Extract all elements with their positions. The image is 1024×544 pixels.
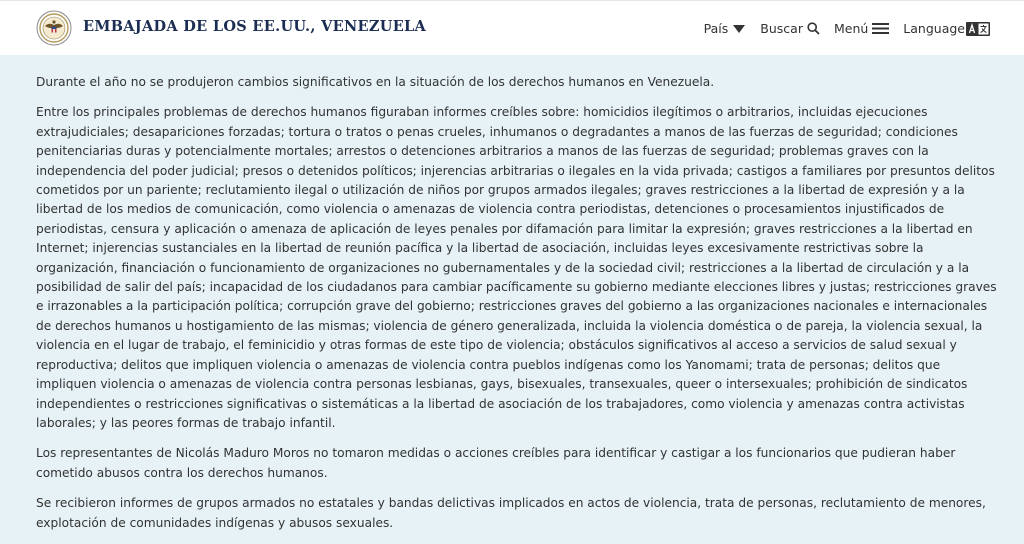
country-label: País (703, 21, 729, 36)
paragraph-1: Durante el año no se produjeron cambios significativos en la situación de los derechos humanos en Venezuela. (36, 75, 715, 89)
main-nav (704, 21, 990, 36)
article-body (36, 73, 998, 544)
country-menu[interactable] (704, 21, 747, 36)
search-button[interactable] (760, 21, 820, 36)
embassy-seal-icon[interactable] (36, 10, 72, 46)
paragraph-2: Entre los principales problemas de derechos humanos figuraban informes creíbles sobre: homicidios ilegítimos o arbitrarios, incluidas ejecuciones extrajudiciales; desapariciones forzadas; tortura o tratos o penas crueles, inhumanos o degradantes a manos de las fuerzas de seguridad; condiciones penitenciarias duras y potencialmente mortales; arrestos o detenciones arbitrarios a manos de las fuerzas de seguridad; problemas graves con la independencia del poder judicial; presos o detenidos políticos; injerencias arbitrarias o ilegales en la vida privada; castigos a familiares por presuntos delitos cometidos por un pariente; reclutamiento ilegal o utilización de niños por grupos armados ilegales; graves restricciones a la libertad de expresión y a la libertad de los medios de comunicación, como violencia o amenazas de violencia contra periodistas, detenciones o procesamientos injustificados de periodistas, censura y aplicación o amenaza de aplicación de leyes penales por difamación para limitar la expresión; graves restricciones a la libertad en Internet; injerencias sustanciales en la libertad de reunión pacífica y la libertad de asociación, incluidas leyes excesivamente restrictivas sobre la organización, financiación o funcionamiento de organizaciones no gubernamentales y de la sociedad civil; restricciones a la libertad de circulación y a la posibilidad de salir del país; incapacidad de los ciudadanos para cambiar pacíficamente su gobierno mediante elecciones libres y justas; restricciones graves e irrazonables a la participación política; corrupción grave del gobierno; restricciones graves del gobierno a las organizaciones nacionales e internacionales de derechos humanos u hostigamiento de las mismas; violencia de género generalizada, incluida la violencia doméstica o de pareja, la violencia sexual, la violencia en el lugar de trabajo, el feminicidio y otras formas de este tipo de violencia; obstáculos significativos al acceso a servicios de salud sexual y reproductiva; delitos que impliquen violencia o amenazas de violencia contra pueblos indígenas como los Yanomami; trata de personas; delitos que impliquen violencia o amenazas de violencia contra personas lesbianas, gays, bisexuales, transexuales, queer o intersexuales; prohibición de sindicatos independientes o restricciones significativas o sistemáticas a la libertad de asociación de los trabajadores, como violencia y amenazas contra activistas laborales; y las peores formas de trabajo infantil. (36, 105, 997, 430)
menu-button[interactable] (834, 21, 889, 36)
language-label: Language (903, 21, 965, 36)
site-header (0, 0, 1024, 55)
hamburger-icon (872, 22, 889, 35)
menu-label: Menú (833, 21, 869, 36)
paragraph-4: Se recibieron informes de grupos armados no estatales y bandas delictivas implicados en actos de violencia, trata de personas, reclutamiento de menores, explotación de comunidades indígenas y abusos sexuales. (36, 496, 986, 530)
translate-icon (966, 22, 990, 36)
main-content (0, 55, 1024, 544)
search-label: Buscar (760, 21, 803, 36)
language-button[interactable] (903, 21, 990, 36)
search-icon (807, 22, 820, 35)
caret-down-icon (732, 24, 746, 34)
paragraph-3: Los representantes de Nicolás Maduro Moros no tomaron medidas o acciones creíbles para identificar y castigar a los funcionarios que pudieran haber cometido abusos contra los derechos humanos. (36, 446, 956, 480)
site-title[interactable]: EMBAJADA DE LOS EE.UU., VENEZUELA (83, 18, 427, 35)
